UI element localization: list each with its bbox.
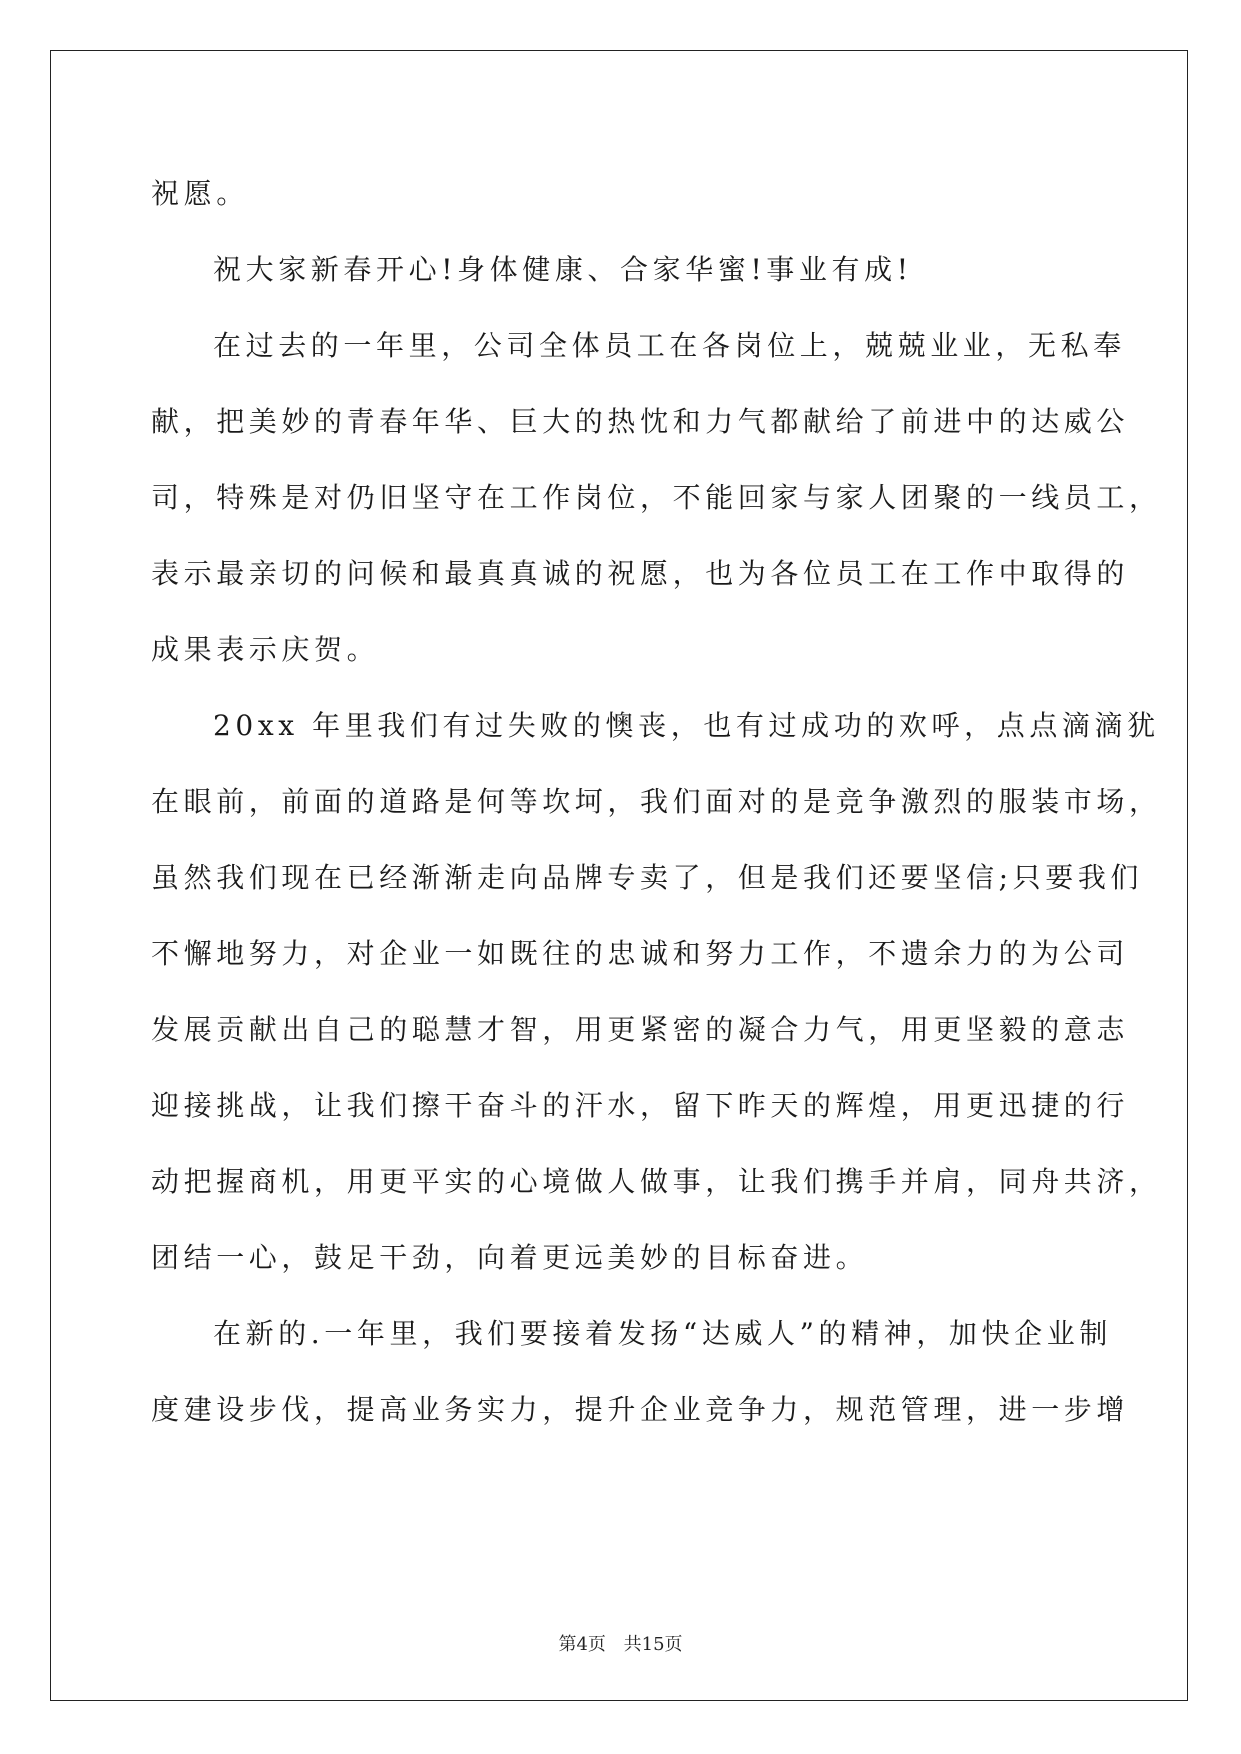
page-footer xyxy=(0,1630,1241,1656)
text-line: 表示最亲切的问候和最真真诚的祝愿，也为各位员工在工作中取得的 xyxy=(151,557,1130,590)
text-line: 在过去的一年里，公司全体员工在各岗位上，兢兢业业，无私奉 xyxy=(213,329,1126,362)
text-line: 不懈地努力，对企业一如既往的忠诚和努力工作，不遗余力的为公司 xyxy=(151,937,1130,970)
text-line: 司，特殊是对仍旧坚守在工作岗位，不能回家与家人团聚的一线员工， xyxy=(151,481,1162,514)
text-line: 虽然我们现在已经渐渐走向品牌专卖了，但是我们还要坚信;只要我们 xyxy=(151,861,1144,894)
text-line: 成果表示庆贺。 xyxy=(151,633,380,666)
page-number: 第4页 xyxy=(558,1634,606,1655)
text-line: 20xx 年里我们有过失败的懊丧，也有过成功的欢呼，点点滴滴犹 xyxy=(213,709,1160,742)
text-line: 在眼前，前面的道路是何等坎坷，我们面对的是竞争激烈的服装市场， xyxy=(151,785,1162,818)
text-line: 动把握商机，用更平实的心境做人做事，让我们携手并肩，同舟共济， xyxy=(151,1165,1162,1198)
page-total: 共15页 xyxy=(623,1634,683,1655)
text-line: 度建设步伐，提高业务实力，提升企业竞争力，规范管理，进一步增 xyxy=(151,1393,1130,1426)
text-line: 发展贡献出自己的聪慧才智，用更紧密的凝合力气，用更坚毅的意志 xyxy=(151,1013,1130,1046)
text-line: 迎接挑战，让我们擦干奋斗的汗水，留下昨天的辉煌，用更迅捷的行 xyxy=(151,1089,1130,1122)
text-line: 在新的.一年里，我们要接着发扬“达威人”的精神，加快企业制 xyxy=(213,1317,1112,1350)
text-line: 献，把美妙的青春年华、巨大的热忱和力气都献给了前进中的达威公 xyxy=(151,405,1130,438)
text-line: 祝大家新春开心!身体健康、合家华蜜!事业有成! xyxy=(213,253,913,286)
text-line: 祝愿。 xyxy=(151,177,249,210)
document-body xyxy=(151,156,1162,1448)
text-line: 团结一心，鼓足干劲，向着更远美妙的目标奋进。 xyxy=(151,1241,869,1274)
